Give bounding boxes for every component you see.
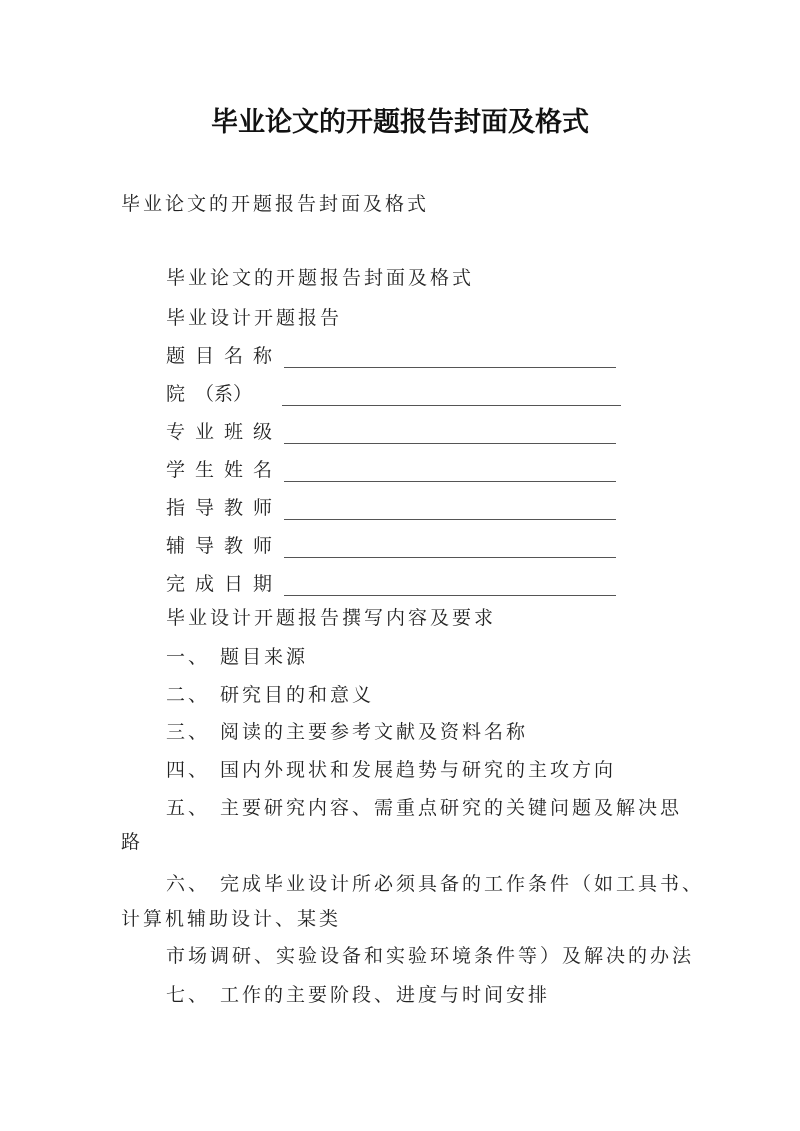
field-label: 指 导 教 师 <box>166 497 273 519</box>
list-item: 三、 阅读的主要参考文献及资料名称 <box>166 721 529 743</box>
field-underline[interactable] <box>284 499 616 520</box>
list-item: 二、 研究目的和意义 <box>166 684 375 706</box>
field-label: 题 目 名 称 <box>166 345 273 367</box>
field-label: 辅 导 教 师 <box>166 535 273 557</box>
report-name: 毕业设计开题报告 <box>166 307 343 329</box>
field-label: 专 业 班 级 <box>166 421 273 443</box>
list-item-continuation: 路 <box>121 831 144 853</box>
list-item-continuation: 计算机辅助设计、某类 <box>121 908 342 930</box>
document-subtitle: 毕业论文的开题报告封面及格式 <box>121 193 430 215</box>
field-title <box>166 344 616 368</box>
field-major-class <box>166 420 616 444</box>
field-underline[interactable] <box>284 461 616 482</box>
field-student-name <box>166 458 616 482</box>
list-item: 四、 国内外现状和发展趋势与研究的主攻方向 <box>166 759 617 781</box>
field-advisor <box>166 496 616 520</box>
field-label: 完 成 日 期 <box>166 573 273 595</box>
field-label: 学 生 姓 名 <box>166 459 273 481</box>
cover-heading: 毕业论文的开题报告封面及格式 <box>166 267 475 289</box>
requirements-heading: 毕业设计开题报告撰写内容及要求 <box>166 607 497 629</box>
field-label: 院 （系） <box>166 383 253 405</box>
list-item: 五、 主要研究内容、需重点研究的关键问题及解决思 <box>166 797 683 819</box>
field-underline[interactable] <box>284 537 616 558</box>
field-department <box>166 382 621 406</box>
field-tutor <box>166 534 616 558</box>
field-underline[interactable] <box>284 347 616 368</box>
document-title: 毕业论文的开题报告封面及格式 <box>211 107 589 138</box>
list-item: 六、 完成毕业设计所必须具备的工作条件（如工具书、 <box>166 873 705 895</box>
field-underline[interactable] <box>284 575 616 596</box>
list-item: 一、 题目来源 <box>166 646 309 668</box>
field-underline[interactable] <box>284 423 616 444</box>
field-underline[interactable] <box>282 385 621 406</box>
field-completion-date <box>166 572 616 596</box>
list-item: 七、 工作的主要阶段、进度与时间安排 <box>166 984 551 1006</box>
list-item: 市场调研、实验设备和实验环境条件等）及解决的办法 <box>166 945 695 967</box>
